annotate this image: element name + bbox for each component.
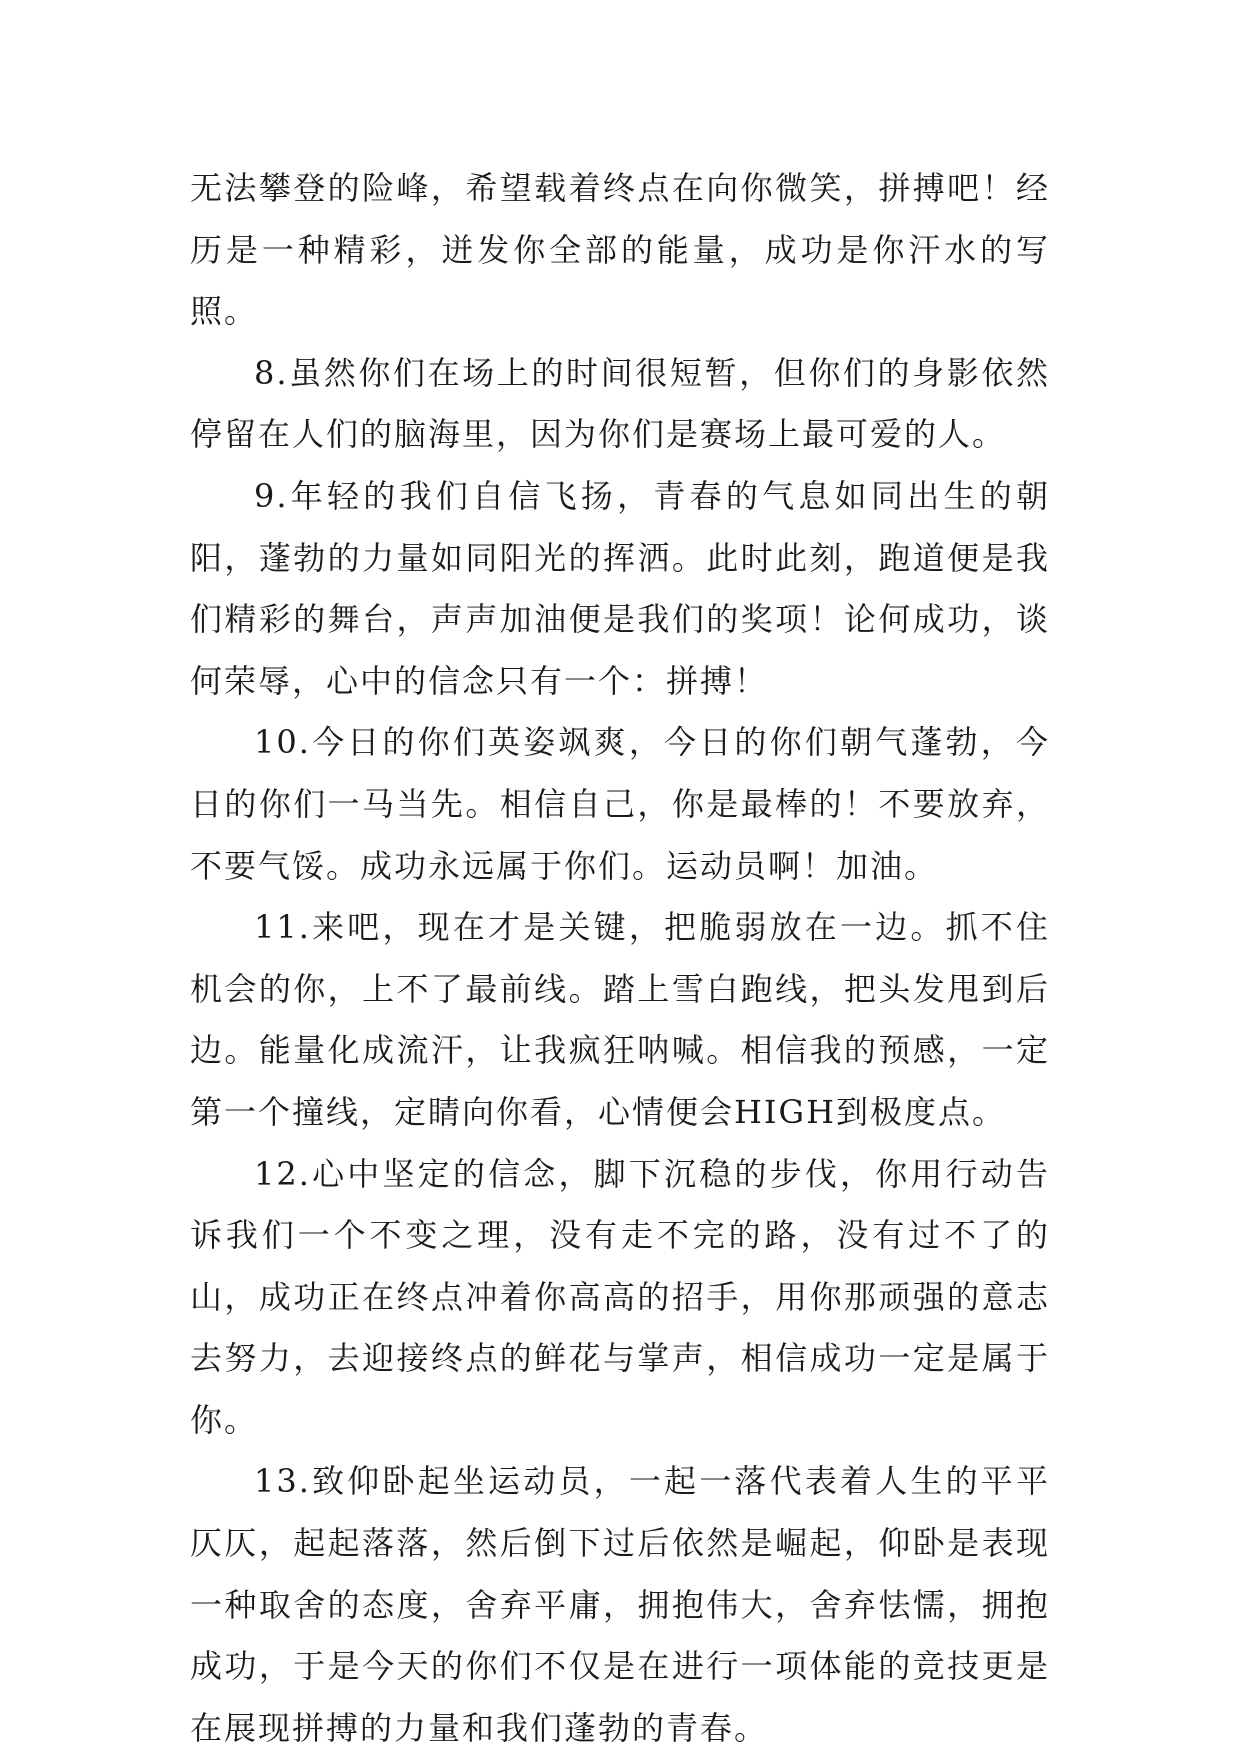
paragraph-13: 13.致仰卧起坐运动员，一起一落代表着人生的平平仄仄，起起落落，然后倒下过后依然是崛起，仰卧是表现一种取舍的态度，舍弃平庸，拥抱伟大，舍弃怯懦，拥抱成功，于是今天的你们不仅是在进行一项体能的竞技更是在展现拼搏的力量和我们蓬勃的青春。 xyxy=(190,1462,1050,1747)
paragraph-11: 11.来吧，现在才是关键，把脆弱放在一边。抓不住机会的你，上不了最前线。踏上雪白跑线，把头发甩到后边。能量化成流汗，让我疯狂呐喊。相信我的预感，一定第一个撞线，定睛向你看，心情便会HIGH到极度点。 xyxy=(190,908,1050,1131)
paragraph-7-continuation: 无法攀登的险峰，希望载着终点在向你微笑，拼搏吧！经历是一种精彩，迸发你全部的能量，成功是你汗水的写照。 xyxy=(190,169,1050,331)
paragraph-8: 8.虽然你们在场上的时间很短暂，但你们的身影依然停留在人们的脑海里，因为你们是赛场上最可爱的人。 xyxy=(190,353,1050,454)
paragraph-9: 9.年轻的我们自信飞扬，青春的气息如同出生的朝阳，蓬勃的力量如同阳光的挥洒。此时此刻，跑道便是我们精彩的舞台，声声加油便是我们的奖项！论何成功，谈何荣辱，心中的信念只有一个：拼搏！ xyxy=(190,476,1050,700)
document-body xyxy=(190,158,1050,1759)
paragraph-12: 12.心中坚定的信念，脚下沉稳的步伐，你用行动告诉我们一个不变之理，没有走不完的路，没有过不了的山，成功正在终点冲着你高高的招手，用你那顽强的意志去努力，去迎接终点的鲜花与掌声，相信成功一定是属于你。 xyxy=(190,1154,1050,1439)
paragraph-10: 10.今日的你们英姿飒爽，今日的你们朝气蓬勃，今日的你们一马当先。相信自己，你是最棒的！不要放弃，不要气馁。成功永远属于你们。运动员啊！加油。 xyxy=(190,723,1050,885)
